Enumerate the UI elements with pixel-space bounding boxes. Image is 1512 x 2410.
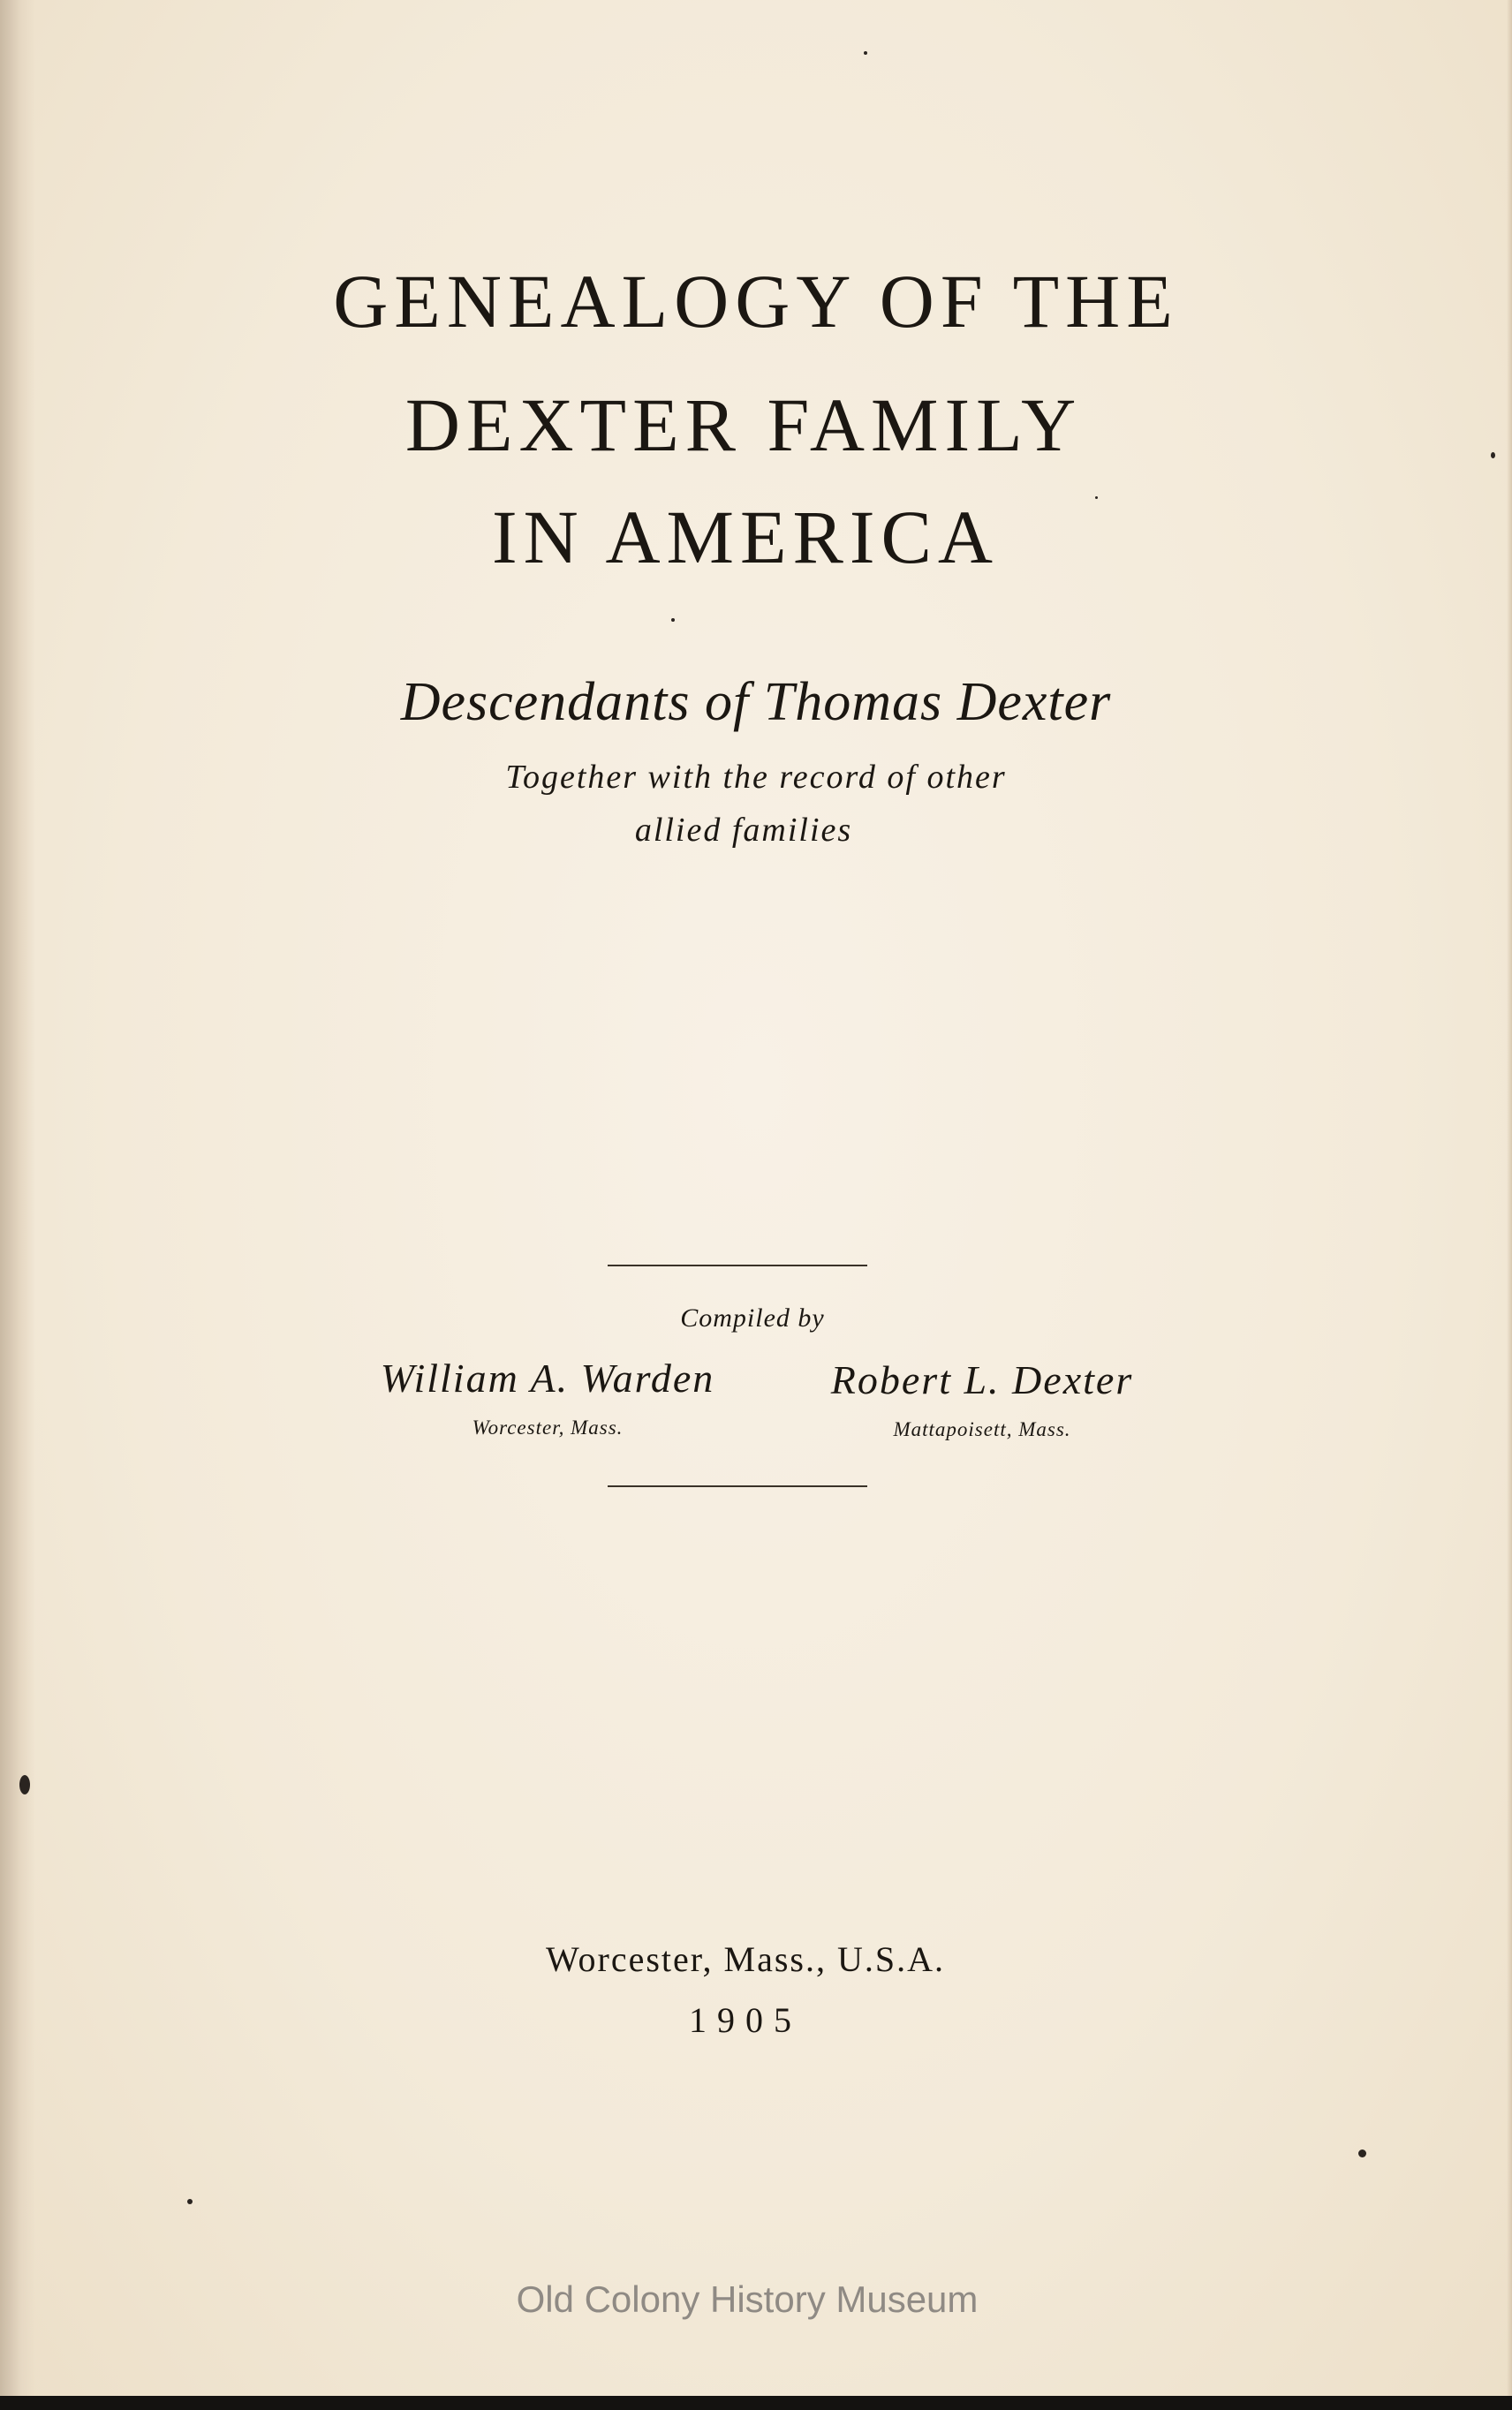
subnote-line-2: allied families [634,812,853,849]
title-line-1: GENEALOGY OF THE [333,259,1179,344]
paper-speck [1491,452,1495,458]
subtitle: Descendants of Thomas Dexter [400,672,1112,732]
title-line-2: DEXTER FAMILY [404,382,1083,467]
author-name: Robert L. Dexter [830,1357,1134,1402]
paper-speck [1095,496,1098,499]
subnote-line-1: Together with the record of other [505,759,1007,796]
imprint-year: 1905 [689,2000,802,2040]
page-edge [1507,0,1512,2410]
divider-rule-bottom [608,1485,867,1487]
museum-watermark: Old Colony History Museum [516,2278,979,2320]
imprint-place: Worcester, Mass., U.S.A. [545,1939,945,1979]
paper-speck [671,618,675,622]
paper-speck [187,2199,193,2204]
compiled-by-label: Compiled by [680,1303,825,1333]
page-bottom-edge [0,2396,1512,2410]
paper-speck [1358,2149,1366,2157]
author-place: Worcester, Mass. [472,1417,624,1439]
paper-speck [19,1775,30,1794]
author-name: William A. Warden [380,1356,715,1401]
title-line-3: IN AMERICA [491,495,1000,579]
paper-speck [864,51,867,55]
divider-rule-top [608,1265,867,1266]
book-spine-shadow [0,0,35,2410]
author-place: Mattapoisett, Mass. [893,1418,1071,1440]
